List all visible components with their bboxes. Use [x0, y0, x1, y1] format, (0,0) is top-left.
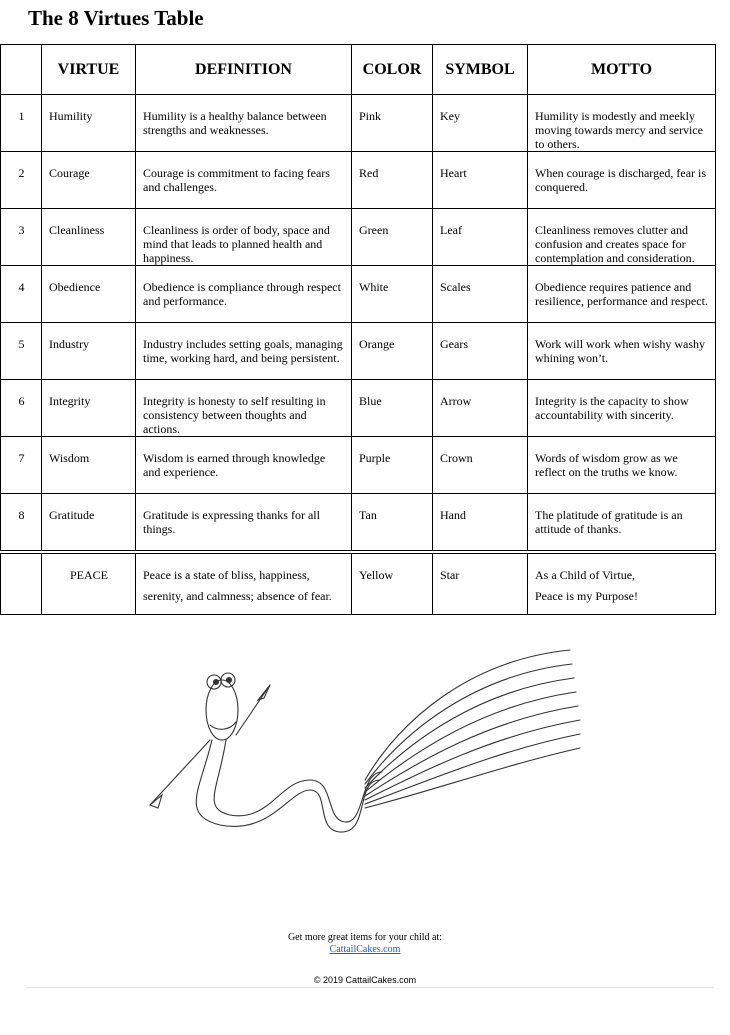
- row-motto: Obedience requires patience and resilience, performance and respect.: [528, 266, 716, 323]
- table-row: [1, 380, 716, 437]
- peace-table: [0, 553, 716, 615]
- table-row: [1, 95, 716, 152]
- peace-row: [1, 554, 716, 615]
- creature-arm: [236, 685, 270, 735]
- row-virtue: Obedience: [42, 266, 136, 323]
- creature-smile: [210, 722, 236, 729]
- row-symbol: Gears: [433, 323, 528, 380]
- peace-definition-line: Peace is a state of bliss, happiness,: [143, 568, 310, 582]
- row-motto: The platitude of gratitude is an attitude of thanks.: [528, 494, 716, 551]
- table-header-row: [1, 45, 716, 95]
- row-motto: Cleanliness removes clutter and confusion and creates space for contemplation and consideration.: [528, 209, 716, 266]
- row-definition: Humility is a healthy balance between strengths and weaknesses.: [136, 95, 352, 152]
- peace-color: Yellow: [352, 554, 433, 615]
- row-color: Tan: [352, 494, 433, 551]
- stream-line: [365, 734, 580, 804]
- leaf-shape: [258, 685, 270, 700]
- row-definition: Gratitude is expressing thanks for all things.: [136, 494, 352, 551]
- row-color: Red: [352, 152, 433, 209]
- page-title: The 8 Virtues Table: [28, 6, 204, 30]
- peace-symbol: Star: [433, 554, 528, 615]
- footer-link-wrap: [0, 944, 730, 955]
- table-row: [1, 494, 716, 551]
- row-definition: Courage is commitment to facing fears and challenges.: [136, 152, 352, 209]
- row-number: 3: [1, 209, 42, 266]
- row-definition: Obedience is compliance through respect and performance.: [136, 266, 352, 323]
- creature-head: [206, 680, 238, 740]
- row-color: Orange: [352, 323, 433, 380]
- row-virtue: Humility: [42, 95, 136, 152]
- table-row: [1, 437, 716, 494]
- creature-pupil: [214, 680, 219, 685]
- row-symbol: Crown: [433, 437, 528, 494]
- table-row: [1, 266, 716, 323]
- row-number: 8: [1, 494, 42, 551]
- row-virtue: Wisdom: [42, 437, 136, 494]
- leaf-shape: [150, 795, 162, 808]
- stream-line: [365, 720, 580, 800]
- row-motto: Words of wisdom grow as we reflect on the truths we know.: [528, 437, 716, 494]
- peace-motto: [528, 554, 716, 615]
- footer-divider: [26, 987, 714, 988]
- row-symbol: Arrow: [433, 380, 528, 437]
- row-motto: Humility is modestly and meekly moving towards mercy and service to others.: [528, 95, 716, 152]
- virtues-table: [0, 44, 716, 551]
- footer-link[interactable]: CattailCakes.com: [329, 944, 401, 955]
- peace-definition: [136, 554, 352, 615]
- row-color: Purple: [352, 437, 433, 494]
- row-virtue: Gratitude: [42, 494, 136, 551]
- row-color: Green: [352, 209, 433, 266]
- footer-text: Get more great items for your child at:: [287, 932, 443, 943]
- row-definition: Industry includes setting goals, managing time, working hard, and being persistent.: [136, 323, 352, 380]
- row-definition: Cleanliness is order of body, space and mind that leads to planned health and happiness.: [136, 209, 352, 266]
- row-definition: Wisdom is earned through knowledge and experience.: [136, 437, 352, 494]
- peace-motto-line: Peace is my Purpose!: [535, 589, 638, 603]
- row-number: 6: [1, 380, 42, 437]
- table-row: [1, 152, 716, 209]
- row-number: 4: [1, 266, 42, 323]
- copyright-text: © 2019 CattailCakes.com: [313, 975, 417, 985]
- row-color: Blue: [352, 380, 433, 437]
- creature-body: [214, 740, 382, 822]
- header-number: [1, 45, 42, 95]
- row-virtue: Industry: [42, 323, 136, 380]
- peace-motto-line: As a Child of Virtue,: [535, 568, 636, 582]
- header-definition: DEFINITION: [136, 45, 352, 95]
- row-symbol: Scales: [433, 266, 528, 323]
- row-symbol: Leaf: [433, 209, 528, 266]
- row-symbol: Hand: [433, 494, 528, 551]
- row-motto: Work will work when wishy washy whining won’t.: [528, 323, 716, 380]
- peace-name: PEACE: [42, 554, 136, 615]
- row-symbol: Key: [433, 95, 528, 152]
- header-symbol: SYMBOL: [433, 45, 528, 95]
- row-color: Pink: [352, 95, 433, 152]
- table-row: [1, 209, 716, 266]
- row-symbol: Heart: [433, 152, 528, 209]
- creature-arm: [150, 740, 210, 805]
- row-virtue: Cleanliness: [42, 209, 136, 266]
- row-number: 2: [1, 152, 42, 209]
- row-number: 5: [1, 323, 42, 380]
- creature-pupil: [227, 678, 232, 683]
- row-number: 7: [1, 437, 42, 494]
- row-motto: Integrity is the capacity to show accountability with sincerity.: [528, 380, 716, 437]
- header-motto: MOTTO: [528, 45, 716, 95]
- row-color: White: [352, 266, 433, 323]
- header-color: COLOR: [352, 45, 433, 95]
- header-virtue: VIRTUE: [42, 45, 136, 95]
- row-motto: When courage is discharged, fear is conquered.: [528, 152, 716, 209]
- cattail-creature-illustration: [140, 640, 610, 840]
- peace-definition-line: serenity, and calmness; absence of fear.: [143, 589, 332, 603]
- peace-number-cell: [1, 554, 42, 615]
- row-virtue: Courage: [42, 152, 136, 209]
- row-virtue: Integrity: [42, 380, 136, 437]
- table-row: [1, 323, 716, 380]
- row-definition: Integrity is honesty to self resulting in consistency between thoughts and actions.: [136, 380, 352, 437]
- row-number: 1: [1, 95, 42, 152]
